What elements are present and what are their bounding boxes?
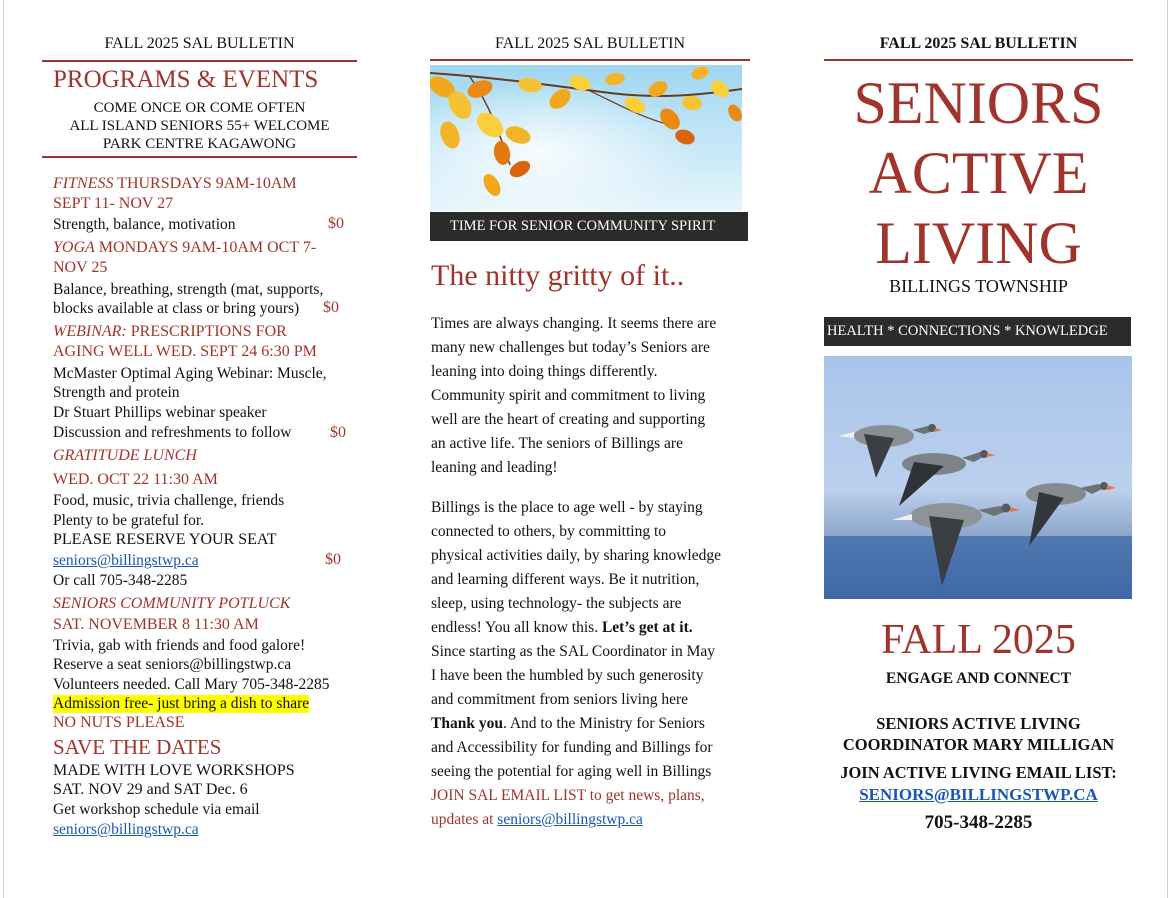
event-desc: Balance, breathing, strength (mat, supports, — [53, 281, 324, 298]
paragraph-line: Community spirit and commitment to living — [431, 387, 706, 404]
paragraph-line: JOIN SAL EMAIL LIST to get news, plans, — [431, 787, 705, 804]
event-dates: NOV 25 — [53, 259, 108, 276]
price-tag: $0 — [323, 299, 339, 316]
event-title: GRATITUDE LUNCH — [53, 447, 197, 464]
event-title-italic: FITNESS — [53, 175, 114, 192]
event-title: MADE WITH LOVE WORKSHOPS — [53, 762, 295, 779]
article-heading: The nitty gritty of it.. — [431, 259, 685, 292]
paragraph-line: Billings is the place to age well - by staying — [431, 499, 703, 516]
event-desc: Food, music, trivia challenge, friends — [53, 492, 285, 509]
bulletin-header: FALL 2025 SAL BULLETIN — [104, 35, 295, 52]
intro-line: COME ONCE OR COME OFTEN — [93, 100, 306, 116]
paragraph-line: an active life. The seniors of Billings are — [431, 435, 683, 452]
township-name: BILLINGS TOWNSHIP — [889, 276, 1068, 296]
title-line: ACTIVE — [868, 140, 1089, 206]
paragraph-line — [431, 808, 721, 832]
tagline-bar: HEALTH * CONNECTIONS * KNOWLEDGE — [824, 317, 1131, 346]
title-line: LIVING — [875, 210, 1082, 276]
event-title — [53, 239, 316, 257]
paragraph-bold: Thank you — [431, 715, 503, 732]
intro-line: ALL ISLAND SENIORS 55+ WELCOME — [69, 118, 330, 134]
price-tag: $0 — [330, 424, 346, 441]
event-title — [53, 175, 297, 193]
paragraph-line — [431, 616, 721, 640]
divider — [42, 156, 357, 158]
event-dates: SAT. NOVEMBER 8 11:30 AM — [53, 616, 259, 633]
join-heading: JOIN ACTIVE LIVING EMAIL LIST: — [840, 763, 1117, 782]
coordinator-block — [824, 713, 1133, 755]
event-title-rest: THURSDAYS 9AM-10AM — [113, 175, 297, 192]
paragraph-text: updates at — [431, 811, 498, 828]
paragraph-line: Since starting as the SAL Coordinator in May — [431, 643, 715, 660]
engage-tagline: ENGAGE AND CONNECT — [885, 670, 1072, 687]
page-edge-right — [1167, 0, 1168, 898]
coordinator-line: COORDINATOR MARY MILLIGAN — [842, 735, 1115, 754]
paragraph-line: leaning and leading! — [431, 459, 558, 476]
paragraph-line: seeing the potential for aging well in Billings — [431, 763, 712, 780]
intro-line: PARK CENTRE KAGAWONG — [102, 136, 297, 152]
event-reserve: PLEASE RESERVE YOUR SEAT — [53, 531, 277, 548]
paragraph-line: leaning into doing things differently. — [431, 363, 658, 380]
event-desc: McMaster Optimal Aging Webinar: Muscle, — [53, 365, 327, 382]
season-title: FALL 2025 — [881, 617, 1076, 663]
event-dates: SEPT 11- NOV 27 — [53, 195, 174, 212]
bulletin-header: FALL 2025 SAL BULLETIN — [879, 35, 1078, 52]
event-desc: Plenty to be grateful for. — [53, 512, 205, 529]
event-desc: Strength and protein — [53, 384, 180, 401]
flying-geese-photo — [824, 356, 1132, 599]
title-line: SENIORS — [853, 70, 1104, 136]
paragraph-text: . And to the Ministry for Seniors — [502, 715, 705, 732]
paragraph-bold: Let’s get at it. — [601, 619, 693, 636]
event-title-italic: YOGA — [53, 239, 95, 256]
event-desc: Get workshop schedule via email — [53, 801, 260, 818]
paragraph-line — [431, 712, 721, 736]
banner: TIME FOR SENIOR COMMUNITY SPIRIT — [430, 212, 748, 241]
paragraph-line: I have been the humbled by such generosity — [431, 667, 704, 684]
price-tag: $0 — [325, 551, 341, 568]
paragraph-gap — [431, 480, 721, 496]
nuts-warning: NO NUTS PLEASE — [53, 714, 185, 731]
event-dates: AGING WELL WED. SEPT 24 6:30 PM — [53, 343, 317, 360]
bulletin-header: FALL 2025 SAL BULLETIN — [494, 35, 686, 52]
paragraph-line: and learning different ways. Be it nutrition, — [431, 571, 700, 588]
event-title: SENIORS COMMUNITY POTLUCK — [53, 595, 291, 612]
event-title-rest: PRESCRIPTIONS FOR — [126, 323, 287, 340]
event-desc: Volunteers needed. Call Mary 705-348-2285 — [53, 676, 330, 693]
event-title-italic: WEBINAR: — [53, 323, 127, 340]
section-title: SAVE THE DATES — [53, 735, 222, 759]
highlight-note: Admission free- just bring a dish to share — [53, 695, 310, 712]
paragraph-line: sleep, using technology- the subjects are — [431, 595, 682, 612]
event-title-rest: MONDAYS 9AM-10AM OCT 7- — [94, 239, 317, 256]
paragraph-line: many new challenges but today’s Seniors are — [431, 339, 710, 356]
divider — [824, 59, 1133, 61]
paragraph-line: and commitment from seniors living here — [431, 691, 688, 708]
event-desc: Discussion and refreshments to follow — [53, 424, 292, 441]
divider — [430, 59, 750, 61]
main-title — [824, 68, 1133, 278]
email-link[interactable]: seniors@billingstwp.ca — [53, 821, 199, 838]
email-link[interactable]: SENIORS@BILLINGSTWP.CA — [859, 785, 1098, 804]
divider — [42, 60, 357, 62]
event-desc: Dr Stuart Phillips webinar speaker — [53, 404, 267, 421]
event-desc: blocks available at class or bring yours) — [53, 300, 300, 317]
paragraph-line: well are the heart of creating and supporting — [431, 411, 706, 428]
autumn-leaves-photo — [430, 65, 742, 211]
event-title — [53, 323, 287, 341]
price-tag: $0 — [328, 215, 344, 232]
paragraph-line: physical activities daily, by sharing knowledge — [431, 547, 721, 564]
event-dates: SAT. NOV 29 and SAT Dec. 6 — [53, 781, 248, 798]
paragraph-line: connected to others, by committing to — [431, 523, 667, 540]
phone-number: 705-348-2285 — [924, 812, 1033, 833]
coordinator-line: SENIORS ACTIVE LIVING — [876, 714, 1081, 733]
intro-block — [42, 99, 357, 153]
section-title: PROGRAMS & EVENTS — [53, 66, 319, 93]
paragraph-line: Times are always changing. It seems there are — [431, 315, 717, 332]
paragraph-text: endless! You all know this. — [431, 619, 602, 636]
event-desc: Reserve a seat seniors@billingstwp.ca — [53, 656, 292, 673]
email-link[interactable]: seniors@billingstwp.ca — [53, 552, 199, 569]
event-dates: WED. OCT 22 11:30 AM — [53, 471, 218, 488]
event-desc: Strength, balance, motivation — [53, 216, 236, 233]
paragraph-line: and Accessibility for funding and Billings for — [431, 739, 713, 756]
page-edge-left — [3, 0, 4, 898]
event-desc: Or call 705-348-2285 — [53, 572, 188, 589]
event-desc: Trivia, gab with friends and food galore! — [53, 637, 306, 654]
article-body — [431, 312, 721, 832]
email-link[interactable]: seniors@billingstwp.ca — [497, 811, 643, 828]
